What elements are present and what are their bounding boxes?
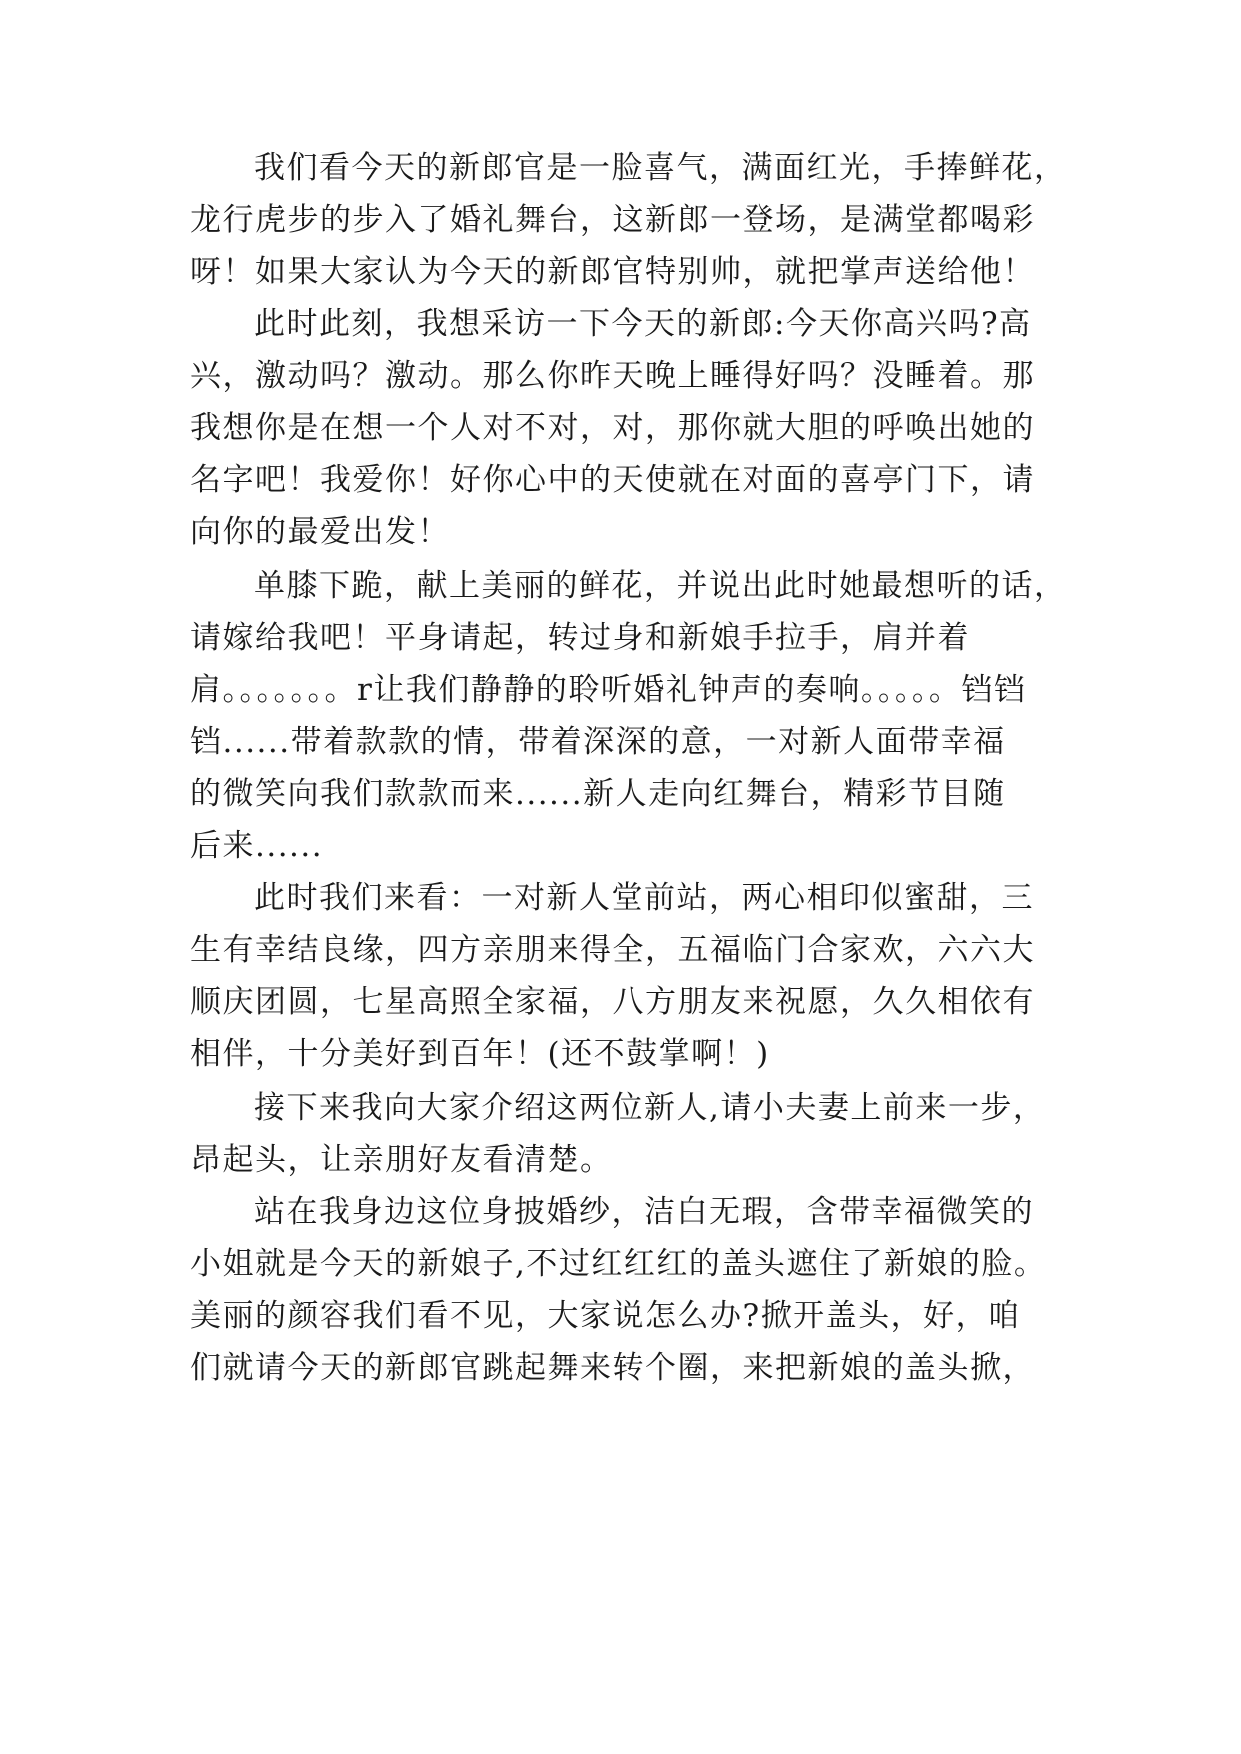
- body-text-line: 后来......: [190, 828, 324, 864]
- body-text-line: 们就请今天的新郎官跳起舞来转个圈，来把新娘的盖头掀，: [190, 1350, 1035, 1386]
- body-text-line: 昂起头，让亲朋好友看清楚。: [190, 1142, 613, 1178]
- body-text-line: 肩。。。。。。。r让我们静静的聆听婚礼钟声的奏响。。。。。铛铛: [190, 672, 1027, 708]
- body-text-line: 接下来我向大家介绍这两位新人,请小夫妻上前来一步，: [254, 1090, 1046, 1126]
- body-text-line: 生有幸结良缘，四方亲朋来得全，五福临门合家欢，六六大: [190, 932, 1035, 968]
- body-text-line: 请嫁给我吧！平身请起，转过身和新娘手拉手，肩并着: [190, 620, 970, 656]
- body-text-line: 站在我身边这位身披婚纱，洁白无瑕，含带幸福微笑的: [254, 1194, 1034, 1230]
- body-text-line: 小姐就是今天的新娘子,不过红红红的盖头遮住了新娘的脸。: [190, 1246, 1047, 1282]
- body-text-line: 美丽的颜容我们看不见，大家说怎么办?掀开盖头，好，咱: [190, 1298, 1021, 1334]
- body-text-line: 我想你是在想一个人对不对，对，那你就大胆的呼唤出她的: [190, 410, 1035, 446]
- body-text-line: 此时我们来看：一对新人堂前站，两心相印似蜜甜，三: [254, 880, 1034, 916]
- body-text-line: 龙行虎步的步入了婚礼舞台，这新郎一登场，是满堂都喝彩: [190, 202, 1035, 238]
- body-text-line: 名字吧！我爱你！好你心中的天使就在对面的喜亭门下，请: [190, 462, 1035, 498]
- body-text-line: 此时此刻，我想采访一下今天的新郎:今天你高兴吗?高: [254, 306, 1032, 342]
- body-text-line: 的微笑向我们款款而来......新人走向红舞台，精彩节目随: [190, 776, 1006, 812]
- body-text-line: 兴，激动吗？激动。那么你昨天晚上睡得好吗？没睡着。那: [190, 358, 1035, 394]
- body-text-line: 顺庆团圆，七星高照全家福，八方朋友来祝愿，久久相依有: [190, 984, 1035, 1020]
- body-text-line: 单膝下跪，献上美丽的鲜花，并说出此时她最想听的话，: [254, 568, 1067, 604]
- body-text-line: 铛......带着款款的情，带着深深的意，一对新人面带幸福: [190, 724, 1006, 760]
- body-text-line: 呀！如果大家认为今天的新郎官特别帅，就把掌声送给他！: [190, 254, 1035, 290]
- body-text-line: 向你的最爱出发！: [190, 514, 450, 550]
- body-text-line: 我们看今天的新郎官是一脸喜气，满面红光，手捧鲜花，: [254, 150, 1067, 186]
- body-text-line: 相伴，十分美好到百年！(还不鼓掌啊！): [190, 1036, 770, 1072]
